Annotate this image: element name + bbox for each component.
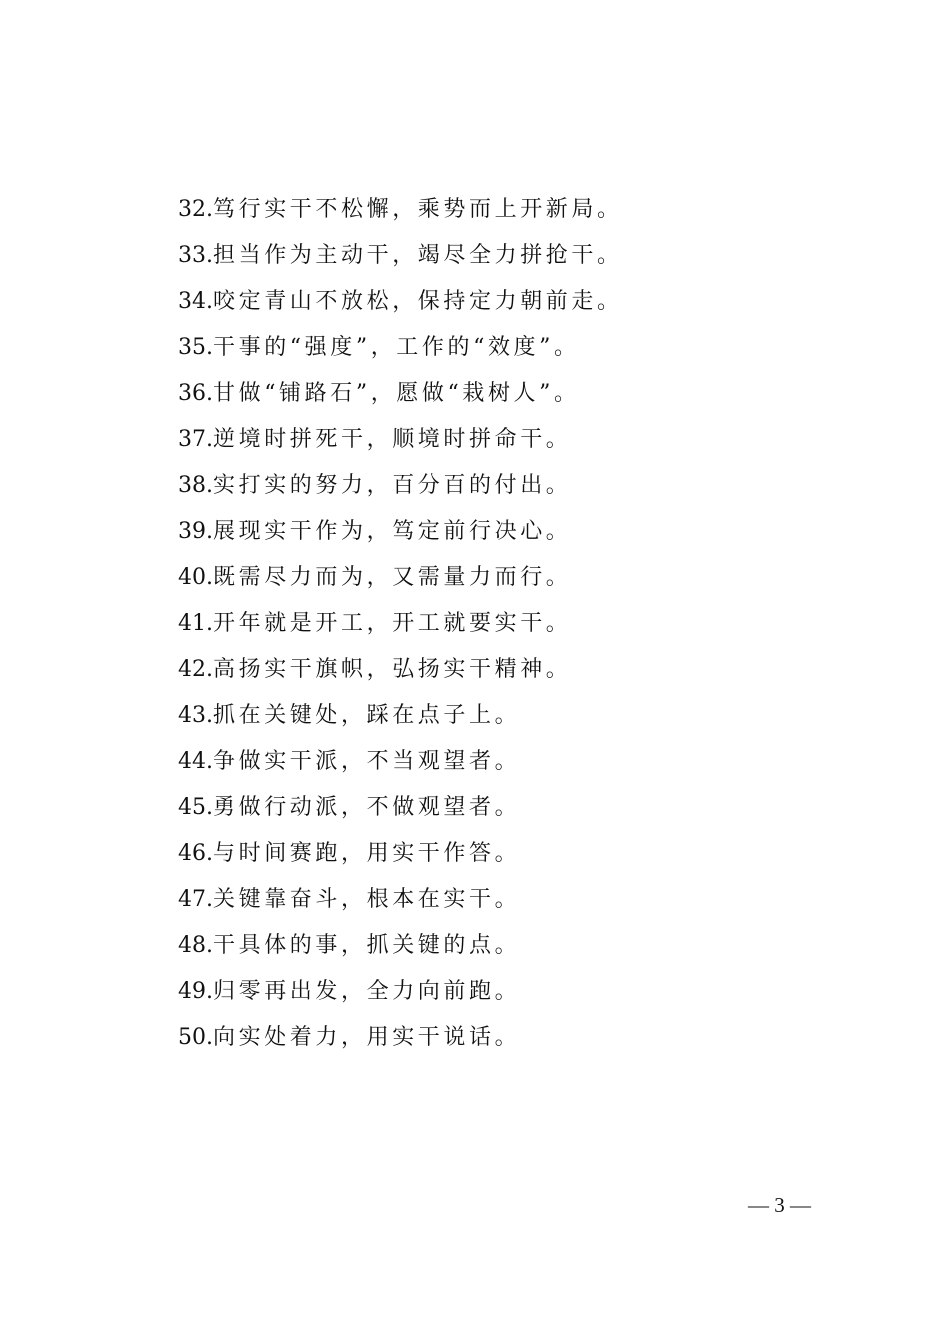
line-number: 41. bbox=[178, 611, 213, 636]
line-number: 40. bbox=[178, 565, 213, 590]
line-text: 干具体的事，抓关键的点。 bbox=[213, 933, 521, 958]
line-text: 关键靠奋斗，根本在实干。 bbox=[213, 887, 521, 912]
line-number: 38. bbox=[178, 473, 213, 498]
line-number: 37. bbox=[178, 427, 213, 452]
line-text: 逆境时拼死干，顺境时拼命干。 bbox=[213, 427, 572, 452]
line-number: 48. bbox=[178, 933, 213, 958]
line-text: 既需尽力而为，又需量力而行。 bbox=[213, 565, 572, 590]
line-number: 32. bbox=[178, 197, 213, 222]
slogan-line-38 bbox=[178, 463, 818, 509]
slogan-line-45 bbox=[178, 785, 818, 831]
slogan-line-35 bbox=[178, 325, 818, 371]
slogan-line-42 bbox=[178, 647, 818, 693]
line-number: 45. bbox=[178, 795, 213, 820]
line-text: 咬定青山不放松，保持定力朝前走。 bbox=[213, 289, 623, 314]
line-text: 展现实干作为，笃定前行决心。 bbox=[213, 519, 572, 544]
line-text: 甘做“铺路石”，愿做“栽树人”。 bbox=[213, 381, 580, 406]
slogan-line-50 bbox=[178, 1015, 818, 1061]
line-text: 争做实干派，不当观望者。 bbox=[213, 749, 521, 774]
line-text: 干事的“强度”，工作的“效度”。 bbox=[213, 335, 580, 360]
slogan-line-32 bbox=[178, 187, 818, 233]
slogan-line-48 bbox=[178, 923, 818, 969]
slogan-line-44 bbox=[178, 739, 818, 785]
line-text: 向实处着力，用实干说话。 bbox=[213, 1025, 521, 1050]
slogan-line-49 bbox=[178, 969, 818, 1015]
slogan-line-41 bbox=[178, 601, 818, 647]
slogan-line-46 bbox=[178, 831, 818, 877]
line-number: 42. bbox=[178, 657, 213, 682]
slogan-line-40 bbox=[178, 555, 818, 601]
line-number: 36. bbox=[178, 381, 213, 406]
slogan-line-33 bbox=[178, 233, 818, 279]
line-text: 抓在关键处，踩在点子上。 bbox=[213, 703, 521, 728]
slogan-line-34 bbox=[178, 279, 818, 325]
line-text: 勇做行动派，不做观望者。 bbox=[213, 795, 521, 820]
line-number: 49. bbox=[178, 979, 213, 1004]
line-number: 39. bbox=[178, 519, 213, 544]
line-text: 与时间赛跑，用实干作答。 bbox=[213, 841, 521, 866]
page-number: — 3 — bbox=[748, 1193, 811, 1217]
line-number: 50. bbox=[178, 1025, 213, 1050]
line-number: 33. bbox=[178, 243, 213, 268]
line-text: 归零再出发，全力向前跑。 bbox=[213, 979, 521, 1004]
slogan-line-43 bbox=[178, 693, 818, 739]
line-text: 高扬实干旗帜，弘扬实干精神。 bbox=[213, 657, 572, 682]
line-number: 34. bbox=[178, 289, 213, 314]
slogan-line-36 bbox=[178, 371, 818, 417]
slogan-line-37 bbox=[178, 417, 818, 463]
slogan-line-39 bbox=[178, 509, 818, 555]
line-number: 43. bbox=[178, 703, 213, 728]
line-number: 35. bbox=[178, 335, 213, 360]
slogan-list bbox=[178, 187, 818, 1061]
slogan-line-47 bbox=[178, 877, 818, 923]
line-number: 46. bbox=[178, 841, 213, 866]
line-text: 实打实的努力，百分百的付出。 bbox=[213, 473, 572, 498]
line-text: 开年就是开工，开工就要实干。 bbox=[213, 611, 572, 636]
line-number: 47. bbox=[178, 887, 213, 912]
line-text: 笃行实干不松懈，乘势而上开新局。 bbox=[213, 197, 623, 222]
line-text: 担当作为主动干，竭尽全力拼抢干。 bbox=[213, 243, 623, 268]
line-number: 44. bbox=[178, 749, 213, 774]
